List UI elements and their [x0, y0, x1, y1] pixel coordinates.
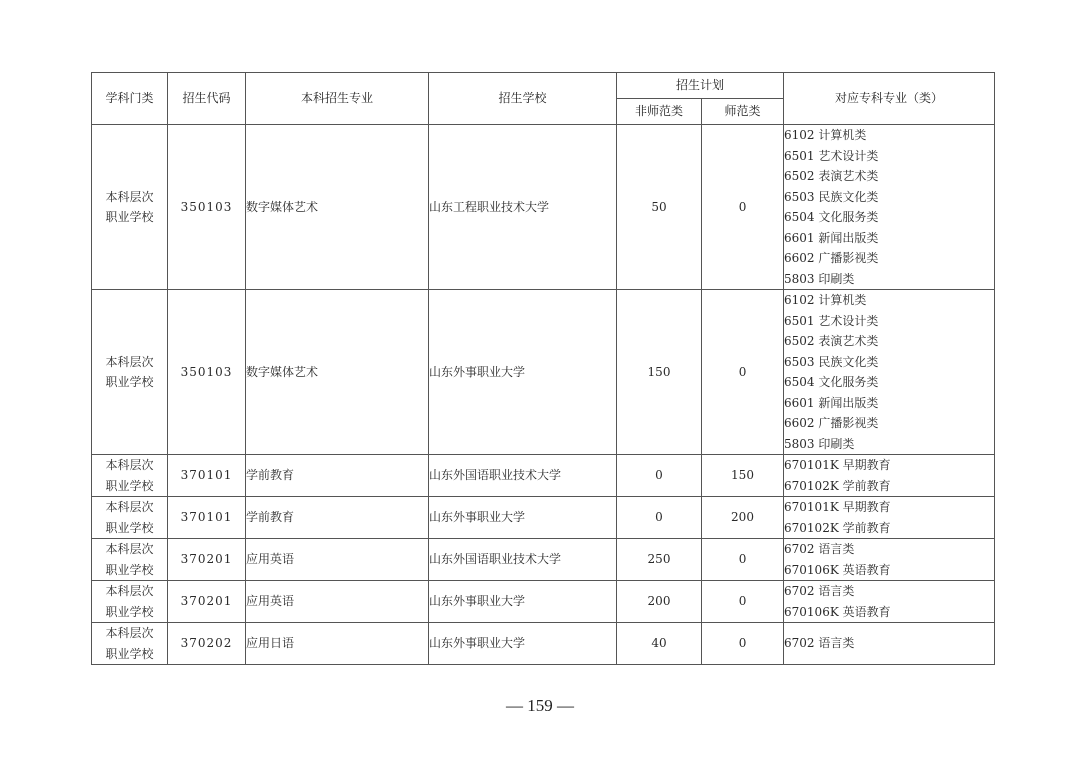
code-cell: 350103: [168, 125, 246, 290]
header-category: 学科门类: [92, 73, 168, 125]
category-cell: 本科层次 职业学校: [92, 455, 168, 497]
header-non-normal: 非师范类: [617, 99, 702, 125]
normal-cell: 150: [702, 455, 784, 497]
table-row: [92, 455, 995, 497]
non-normal-cell: 200: [617, 581, 702, 623]
normal-cell: 0: [702, 581, 784, 623]
header-school: 招生学校: [429, 73, 617, 125]
category-cell: 本科层次 职业学校: [92, 581, 168, 623]
header-major: 本科招生专业: [246, 73, 429, 125]
normal-cell: 0: [702, 290, 784, 455]
category-cell: 本科层次 职业学校: [92, 497, 168, 539]
table-row: [92, 581, 995, 623]
major-cell: 学前教育: [246, 497, 429, 539]
major-cell: 应用英语: [246, 581, 429, 623]
school-cell: 山东工程职业技术大学: [429, 125, 617, 290]
table-row: [92, 623, 995, 665]
related-cell: 6102 计算机类 6501 艺术设计类 6502 表演艺术类 6503 民族文化类 6504 文化服务类 6601 新闻出版类 6602 广播影视类 5803 印刷类: [784, 290, 995, 455]
school-cell: 山东外国语职业技术大学: [429, 539, 617, 581]
related-cell: 6702 语言类 670106K 英语教育: [784, 539, 995, 581]
major-cell: 应用英语: [246, 539, 429, 581]
code-cell: 370201: [168, 539, 246, 581]
related-cell: 670101K 早期教育 670102K 学前教育: [784, 497, 995, 539]
school-cell: 山东外国语职业技术大学: [429, 455, 617, 497]
non-normal-cell: 0: [617, 455, 702, 497]
normal-cell: 0: [702, 125, 784, 290]
code-cell: 350103: [168, 290, 246, 455]
code-cell: 370201: [168, 581, 246, 623]
school-cell: 山东外事职业大学: [429, 581, 617, 623]
category-cell: 本科层次 职业学校: [92, 539, 168, 581]
normal-cell: 0: [702, 623, 784, 665]
major-cell: 数字媒体艺术: [246, 290, 429, 455]
table-row: [92, 497, 995, 539]
enrollment-table: [91, 72, 995, 665]
school-cell: 山东外事职业大学: [429, 497, 617, 539]
header-code: 招生代码: [168, 73, 246, 125]
page-number: — 159 —: [506, 696, 574, 715]
code-cell: 370101: [168, 497, 246, 539]
category-cell: 本科层次 职业学校: [92, 125, 168, 290]
category-cell: 本科层次 职业学校: [92, 290, 168, 455]
school-cell: 山东外事职业大学: [429, 290, 617, 455]
category-cell: 本科层次 职业学校: [92, 623, 168, 665]
non-normal-cell: 40: [617, 623, 702, 665]
non-normal-cell: 0: [617, 497, 702, 539]
major-cell: 应用日语: [246, 623, 429, 665]
major-cell: 数字媒体艺术: [246, 125, 429, 290]
table-row: [92, 290, 995, 455]
related-cell: 670101K 早期教育 670102K 学前教育: [784, 455, 995, 497]
related-cell: 6702 语言类 670106K 英语教育: [784, 581, 995, 623]
table-row: [92, 125, 995, 290]
normal-cell: 200: [702, 497, 784, 539]
non-normal-cell: 50: [617, 125, 702, 290]
header-normal: 师范类: [702, 99, 784, 125]
code-cell: 370202: [168, 623, 246, 665]
school-cell: 山东外事职业大学: [429, 623, 617, 665]
header-related: 对应专科专业（类）: [784, 73, 995, 125]
table-row: [92, 539, 995, 581]
related-cell: 6102 计算机类 6501 艺术设计类 6502 表演艺术类 6503 民族文化类 6504 文化服务类 6601 新闻出版类 6602 广播影视类 5803 印刷类: [784, 125, 995, 290]
related-cell: 6702 语言类: [784, 623, 995, 665]
non-normal-cell: 150: [617, 290, 702, 455]
major-cell: 学前教育: [246, 455, 429, 497]
code-cell: 370101: [168, 455, 246, 497]
header-plan: 招生计划: [617, 73, 784, 99]
normal-cell: 0: [702, 539, 784, 581]
non-normal-cell: 250: [617, 539, 702, 581]
